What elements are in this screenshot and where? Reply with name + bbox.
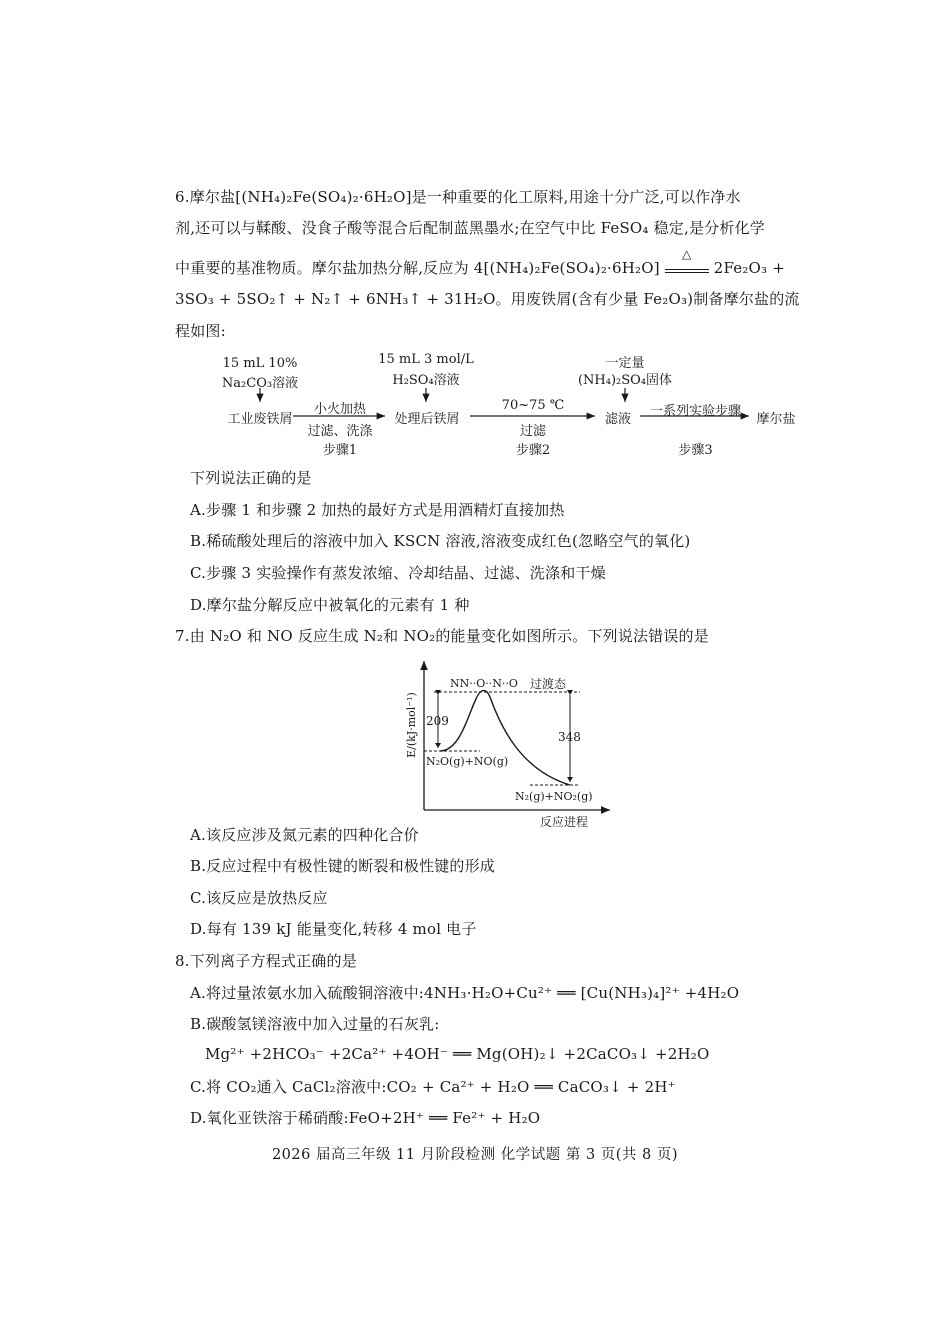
q6-option-c: C.步骤 3 实验操作有蒸发浓缩、冷却结晶、过滤、洗涤和干燥 [190, 564, 606, 582]
q6-line-2: 剂,还可以与鞣酸、没食子酸等混合后配制蓝黑墨水;在空气中比 FeSO₄ 稳定,是分析化学 [175, 219, 765, 237]
reagent1-name: Na₂CO₃溶液 [221, 376, 299, 391]
transition-species: NN··O··N··O [450, 677, 518, 690]
reverse-gap-value: 348 [558, 730, 581, 744]
q6-stem: 下列说法正确的是 [190, 469, 312, 487]
q6-option-b: B.稀硫酸处理后的溶液中加入 KSCN 溶液,溶液变成红色(忽略空气的氧化) [190, 532, 691, 550]
reagent2-name: H₂SO₄溶液 [392, 373, 460, 388]
step1-label: 步骤1 [322, 443, 358, 458]
q7-option-c: C.该反应是放热反应 [190, 889, 328, 907]
energy-diagram [380, 655, 620, 830]
activation-energy-value: 209 [426, 714, 449, 728]
reagent3-amount: 一定量 [605, 356, 645, 371]
q6-line-5: 程如图: [175, 322, 226, 340]
q6-line-4: 3SO₃ + 5SO₂↑ + N₂↑ + 6NH₃↑ + 31H₂O。用废铁屑(含有少量 Fe₂O₃)制备摩尔盐的流 [175, 290, 800, 308]
step1-condition: 小火加热 [313, 402, 366, 417]
q8-option-b-equation: Mg²⁺ +2HCO₃⁻ +2Ca²⁺ +4OH⁻ ══ Mg(OH)₂↓ +2CaCO₃↓ +2H₂O [205, 1045, 710, 1063]
q7-option-a: A.该反应涉及氮元素的四种化合价 [190, 826, 419, 844]
step3-condition: 一系列实验步骤 [649, 404, 741, 419]
transition-label: 过渡态 [530, 677, 567, 691]
products-label: N₂(g)+NO₂(g) [515, 790, 593, 803]
q8-option-c: C.将 CO₂通入 CaCl₂溶液中:CO₂ + Ca²⁺ + H₂O ══ CaCO₃↓ + 2H⁺ [190, 1078, 676, 1096]
reagent2-amount: 15 mL 3 mol/L [378, 352, 474, 367]
heat-symbol: △ [682, 247, 692, 261]
step1-operation: 过滤、洗涤 [307, 424, 373, 439]
heat-equals-sign [665, 247, 709, 273]
q6-line-3-text: 中重要的基准物质。摩尔盐加热分解,反应为 4[(NH₄)₂Fe(SO₄)₂·6H₂O] [175, 259, 660, 277]
q8-option-a: A.将过量浓氨水加入硫酸铜溶液中:4NH₃·H₂O+Cu²⁺ ══ [Cu(NH₃)₄]²⁺ +4H₂O [190, 984, 740, 1002]
q6-option-a: A.步骤 1 和步骤 2 加热的最好方式是用酒精灯直接加热 [190, 501, 565, 519]
q7-option-b: B.反应过程中有极性键的断裂和极性键的形成 [190, 857, 495, 875]
y-axis-label: E/(kJ·mol⁻¹) [405, 692, 418, 758]
q6-line-1: 6.摩尔盐[(NH₄)₂Fe(SO₄)₂·6H₂O]是一种重要的化工原料,用途十分广泛,可以作净水 [175, 188, 741, 206]
step3-label: 步骤3 [678, 443, 713, 458]
node-treated-iron: 处理后铁屑 [394, 412, 460, 427]
reagent3-name: (NH₄)₂SO₄固体 [577, 373, 673, 388]
node-filtrate: 滤液 [604, 412, 631, 427]
q6-line-3-end: 2Fe₂O₃ + [713, 259, 786, 277]
reactants-label: N₂O(g)+NO(g) [426, 755, 509, 768]
q7-option-d: D.每有 139 kJ 能量变化,转移 4 mol 电子 [190, 920, 477, 938]
flow-diagram [215, 352, 815, 462]
energy-curve [440, 690, 570, 785]
q8-option-b: B.碳酸氢镁溶液中加入过量的石灰乳: [190, 1015, 440, 1033]
step2-condition: 70~75 ℃ [501, 398, 565, 413]
q6-option-d: D.摩尔盐分解反应中被氧化的元素有 1 种 [190, 596, 470, 614]
page-footer: 2026 届高三年级 11 月阶段检测 化学试题 第 3 页(共 8 页) [271, 1147, 679, 1163]
node-waste-iron: 工业废铁屑 [227, 412, 293, 427]
q7-stem: 7.由 N₂O 和 NO 反应生成 N₂和 NO₂的能量变化如图所示。下列说法错误的是 [175, 627, 709, 645]
x-axis-label: 反应进程 [540, 815, 589, 829]
step2-operation: 过滤 [519, 424, 546, 439]
energy-diagram-svg [380, 655, 620, 830]
q8-stem: 8.下列离子方程式正确的是 [175, 952, 357, 970]
node-mohr-salt: 摩尔盐 [756, 412, 796, 427]
q6-line-3 [175, 247, 786, 278]
step2-label: 步骤2 [515, 443, 551, 458]
q8-option-d: D.氧化亚铁溶于稀硝酸:FeO+2H⁺ ══ Fe²⁺ + H₂O [190, 1109, 541, 1127]
reagent1-amount: 15 mL 10% [222, 356, 298, 371]
